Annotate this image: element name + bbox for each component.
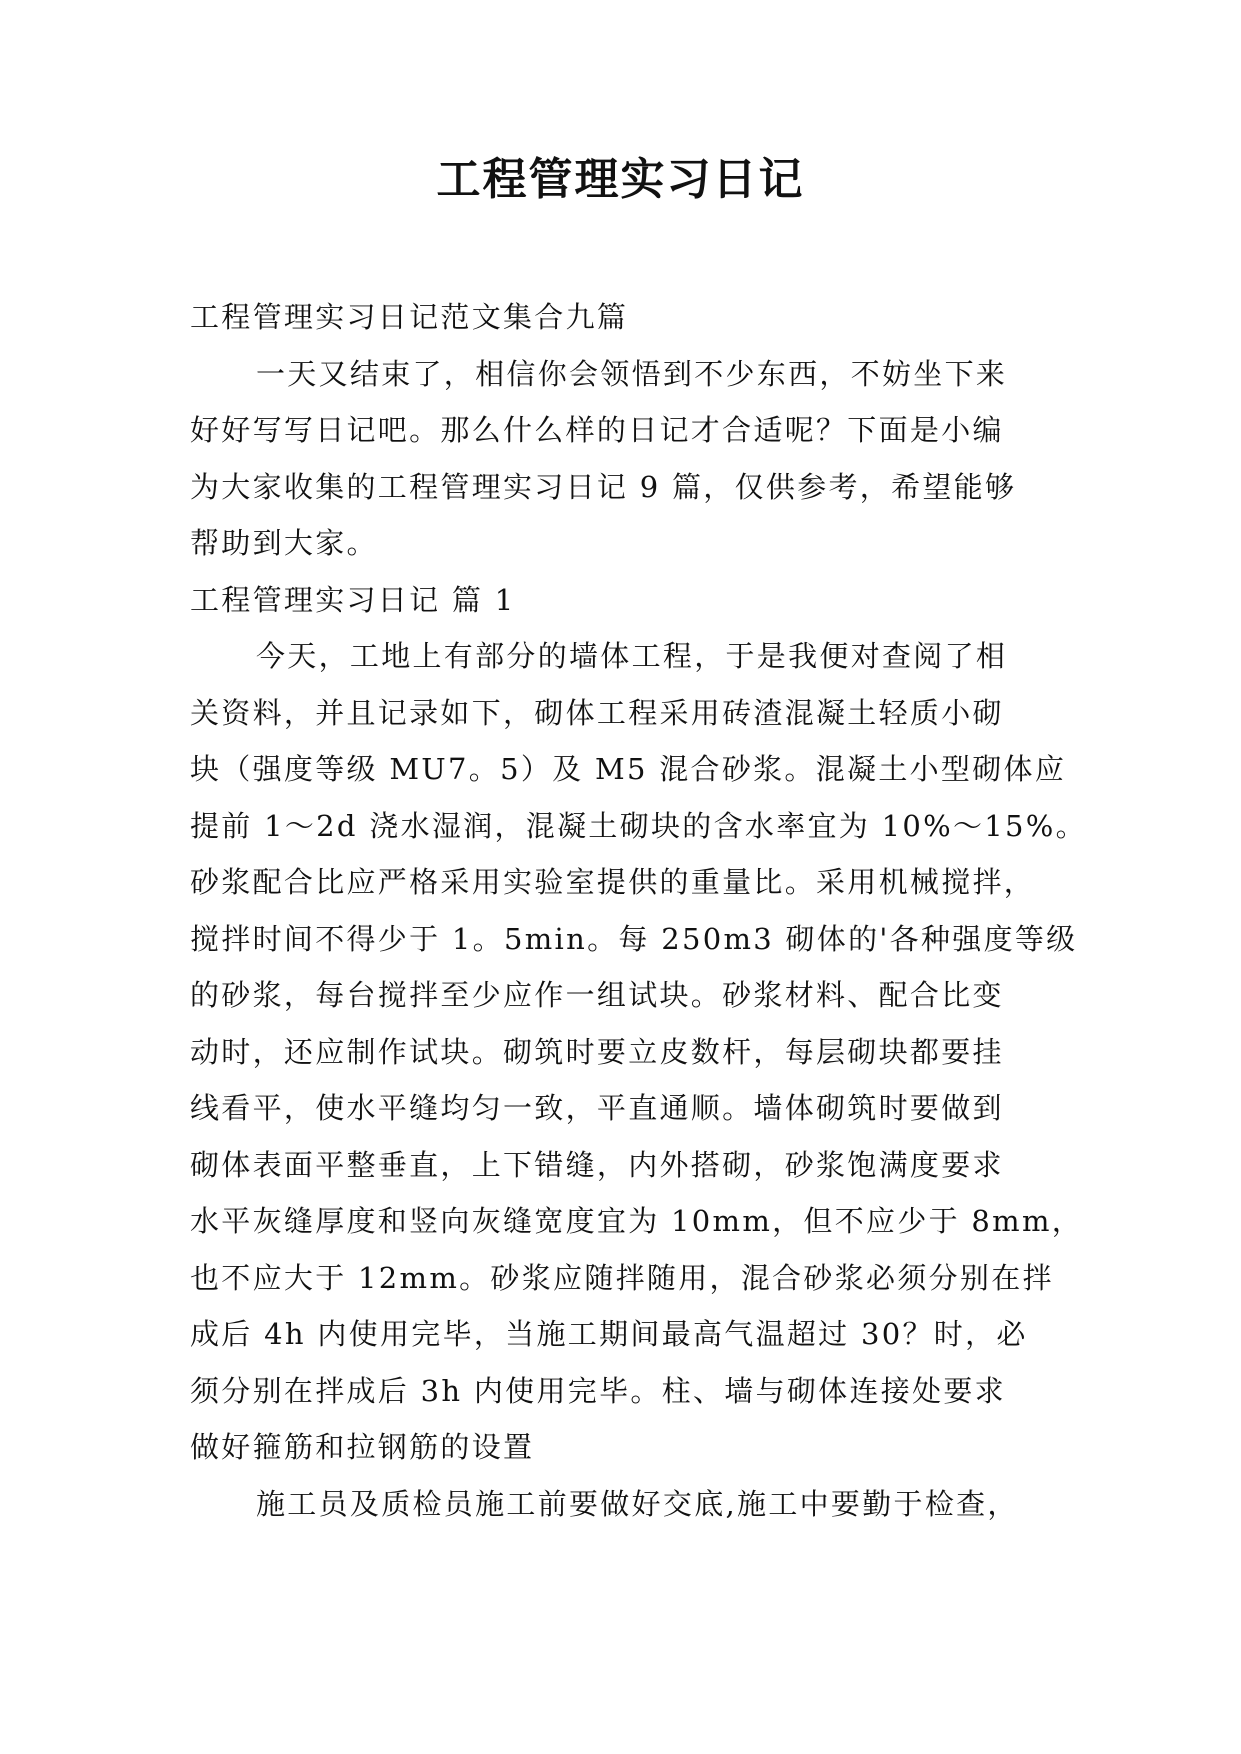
paragraph-line: 好好写写日记吧。那么什么样的日记才合适呢？下面是小编	[190, 413, 1004, 447]
paragraph-line: 块（强度等级 MU7。5）及 M5 混合砂浆。混凝土小型砌体应	[190, 752, 1067, 786]
paragraph-line: 水平灰缝厚度和竖向灰缝宽度宜为 10mm，但不应少于 8mm，	[190, 1204, 1084, 1238]
paragraph-line: 的砂浆，每台搅拌至少应作一组试块。砂浆材料、配合比变	[190, 978, 1004, 1012]
paragraph-line: 砂浆配合比应严格采用实验室提供的重量比。采用机械搅拌，	[190, 865, 1036, 899]
paragraph-line: 搅拌时间不得少于 1。5min。每 250m3 砌体的'各种强度等级	[190, 921, 1078, 956]
paragraph-line: 为大家收集的工程管理实习日记 9 篇，仅供参考，希望能够	[190, 469, 1017, 504]
paragraph-line: 今天，工地上有部分的墙体工程，于是我便对查阅了相	[256, 639, 1008, 673]
paragraph-line: 一天又结束了，相信你会领悟到不少东西，不妨坐下来	[256, 356, 1008, 391]
document-title: 工程管理实习日记	[436, 154, 805, 205]
paragraph-line: 砌体表面平整垂直，上下错缝，内外搭砌，砂浆饱满度要求	[190, 1147, 1004, 1182]
document-body	[190, 289, 1087, 1532]
paragraph-line: 也不应大于 12mm。砂浆应随拌随用，混合砂浆必须分别在拌	[190, 1260, 1054, 1295]
paragraph-line: 线看平，使水平缝均匀一致，平直通顺。墙体砌筑时要做到	[190, 1091, 1004, 1125]
paragraph-line: 提前 1～2d 浇水湿润，混凝土砌块的含水率宜为 10%～15%。	[190, 808, 1087, 843]
paragraph-line: 成后 4h 内使用完毕，当施工期间最高气温超过 30？时，必	[190, 1317, 1028, 1351]
subtitle-line: 工程管理实习日记范文集合九篇	[190, 300, 629, 334]
paragraph-line: 帮助到大家。	[190, 526, 378, 560]
paragraph-line: 须分别在拌成后 3h 内使用完毕。柱、墙与砌体连接处要求	[190, 1373, 1006, 1408]
paragraph-line: 做好箍筋和拉钢筋的设置	[190, 1430, 535, 1464]
paragraph-line: 动时，还应制作试块。砌筑时要立皮数杆，每层砌块都要挂	[190, 1034, 1004, 1069]
paragraph-line: 关资料，并且记录如下，砌体工程采用砖渣混凝土轻质小砌	[190, 695, 1004, 730]
paragraph-line: 施工员及质检员施工前要做好交底,施工中要勤于检查，	[256, 1486, 1019, 1521]
section-heading: 工程管理实习日记 篇 1	[190, 582, 516, 617]
